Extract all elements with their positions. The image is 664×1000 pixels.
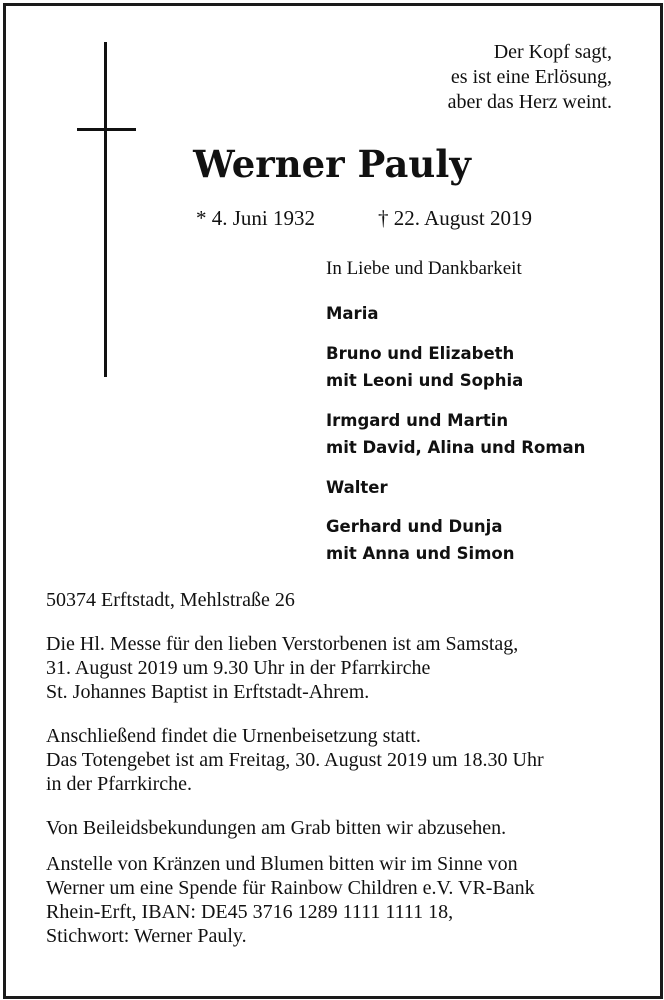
deceased-name: Werner Pauly: [193, 142, 471, 186]
quote-line: aber das Herz weint.: [447, 91, 612, 113]
text-line: Werner um eine Spende für Rainbow Children e.V. VR-Bank: [46, 877, 535, 899]
mourner-line: mit David, Alina und Roman: [326, 438, 586, 457]
mourner-line: Gerhard und Dunja: [326, 517, 503, 536]
mourners-intro: In Liebe und Dankbarkeit: [326, 258, 522, 279]
quote: [448, 40, 612, 115]
mourner-group: [326, 340, 523, 394]
donation-paragraph: [46, 852, 636, 948]
death-date: † 22. August 2019: [378, 206, 533, 230]
text-line: 31. August 2019 um 9.30 Uhr in der Pfarrkirche: [46, 657, 431, 679]
mourner-line: mit Anna und Simon: [326, 544, 515, 563]
mourner-line: Irmgard und Martin: [326, 411, 509, 430]
cross-icon-bar: [77, 128, 136, 131]
mourner-group: [326, 300, 378, 327]
mourner-line: Walter: [326, 478, 388, 497]
cross-icon: [104, 42, 107, 377]
address: [46, 588, 636, 612]
text-line: Von Beileidsbekundungen am Grab bitten wir abzusehen.: [46, 817, 507, 839]
mass-paragraph: [46, 632, 636, 704]
address-line: 50374 Erftstadt, Mehlstraße 26: [46, 589, 295, 611]
mourner-line: Bruno und Elizabeth: [326, 344, 515, 363]
text-line: Stichwort: Werner Pauly.: [46, 925, 247, 947]
condolence-paragraph: [46, 816, 636, 840]
birth-date: * 4. Juni 1932: [196, 206, 316, 230]
mourner-group: [326, 513, 515, 567]
mourner-group: [326, 474, 388, 501]
text-line: Das Totengebet ist am Freitag, 30. August 2019 um 18.30 Uhr: [46, 749, 544, 771]
text-line: Anstelle von Kränzen und Blumen bitten wir im Sinne von: [46, 853, 518, 875]
mourner-group: [326, 407, 585, 461]
text-line: St. Johannes Baptist in Erftstadt-Ahrem.: [46, 681, 370, 703]
text-line: in der Pfarrkirche.: [46, 773, 193, 795]
text-line: Rhein-Erft, IBAN: DE45 3716 1289 1111 1111 18,: [46, 901, 454, 923]
burial-paragraph: [46, 724, 636, 796]
quote-line: es ist eine Erlösung,: [450, 66, 612, 88]
text-line: Anschließend findet die Urnenbeisetzung statt.: [46, 725, 421, 747]
quote-line: Der Kopf sagt,: [493, 41, 612, 63]
mourner-line: Maria: [326, 304, 379, 323]
mourner-line: mit Leoni und Sophia: [326, 371, 524, 390]
text-line: Die Hl. Messe für den lieben Verstorbenen ist am Samstag,: [46, 633, 519, 655]
